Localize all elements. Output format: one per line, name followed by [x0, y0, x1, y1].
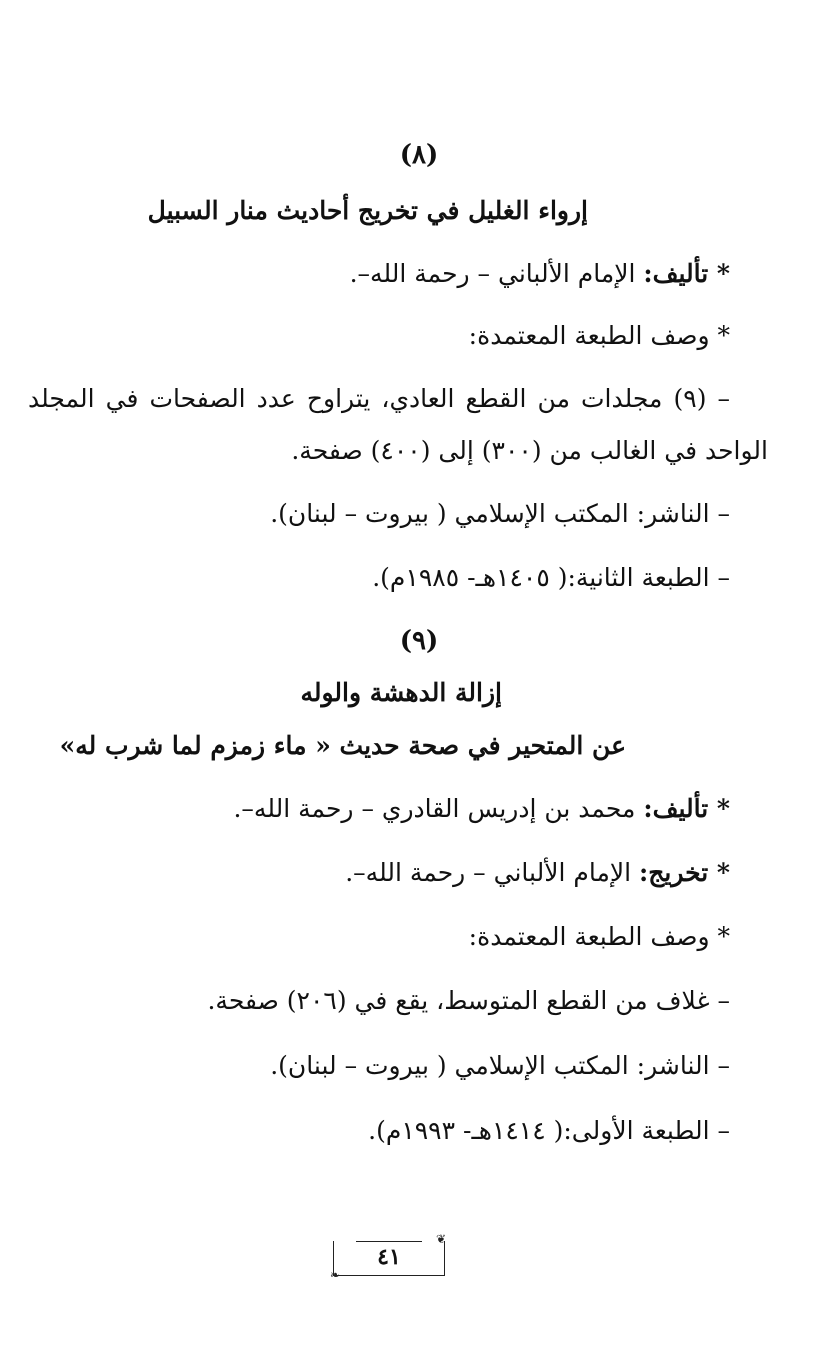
ornament-bottom-left-icon: ❧: [330, 1268, 341, 1282]
section-9-edition-heading: * وصف الطبعة المعتمدة:: [468, 922, 730, 951]
section-9-cover: – غلاف من القطع المتوسط، يقع في (٢٠٦) صفحة.: [207, 986, 730, 1015]
section-8-volumes-line-2: الواحد في الغالب من (٣٠٠) إلى (٤٠٠) صفحة.: [291, 436, 768, 465]
section-8-edition-heading: * وصف الطبعة المعتمدة:: [468, 321, 730, 350]
author-label: * تأليف:: [643, 259, 730, 288]
section-9-printing: – الطبعة الأولى:( ١٤١٤هـ- ١٩٩٣م).: [368, 1116, 730, 1145]
section-8-number: (٨): [399, 140, 439, 170]
author-value: محمد بن إدريس القادري – رحمة الله–.: [233, 794, 644, 823]
section-8-volumes-line-1: – (٩) مجلدات من القطع العادي، يتراوح عدد الصفحات في المجلد: [28, 384, 730, 413]
section-9-publisher: – الناشر: المكتب الإسلامي ( بيروت – لبنان).: [270, 1051, 730, 1080]
section-8-title: إرواء الغليل في تخريج أحاديث منار السبيل: [147, 196, 588, 225]
takhrij-value: الإمام الألباني – رحمة الله–.: [345, 858, 639, 887]
ornament-top-right-icon: ❦: [435, 1232, 446, 1246]
section-9-takhrij: [345, 856, 730, 890]
section-9-number: (٩): [399, 626, 439, 656]
section-8-publisher: – الناشر: المكتب الإسلامي ( بيروت – لبنان).: [270, 499, 730, 528]
section-8-printing: – الطبعة الثانية:( ١٤٠٥هـ- ١٩٨٥م).: [372, 563, 730, 592]
section-9-title-line-1: إزالة الدهشة والوله: [300, 678, 502, 707]
takhrij-label: * تخريج:: [639, 858, 730, 887]
section-9-author: [233, 792, 730, 826]
author-value: الإمام الألباني – رحمة الله–.: [349, 259, 644, 288]
section-8-author: [350, 257, 730, 291]
page-number: ٤١: [377, 1244, 401, 1270]
section-9-title-line-2: عن المتحير في صحة حديث « ماء زمزم لما شرب له»: [59, 731, 626, 760]
page-number-frame: [330, 1232, 446, 1282]
author-label: * تأليف:: [643, 794, 730, 823]
